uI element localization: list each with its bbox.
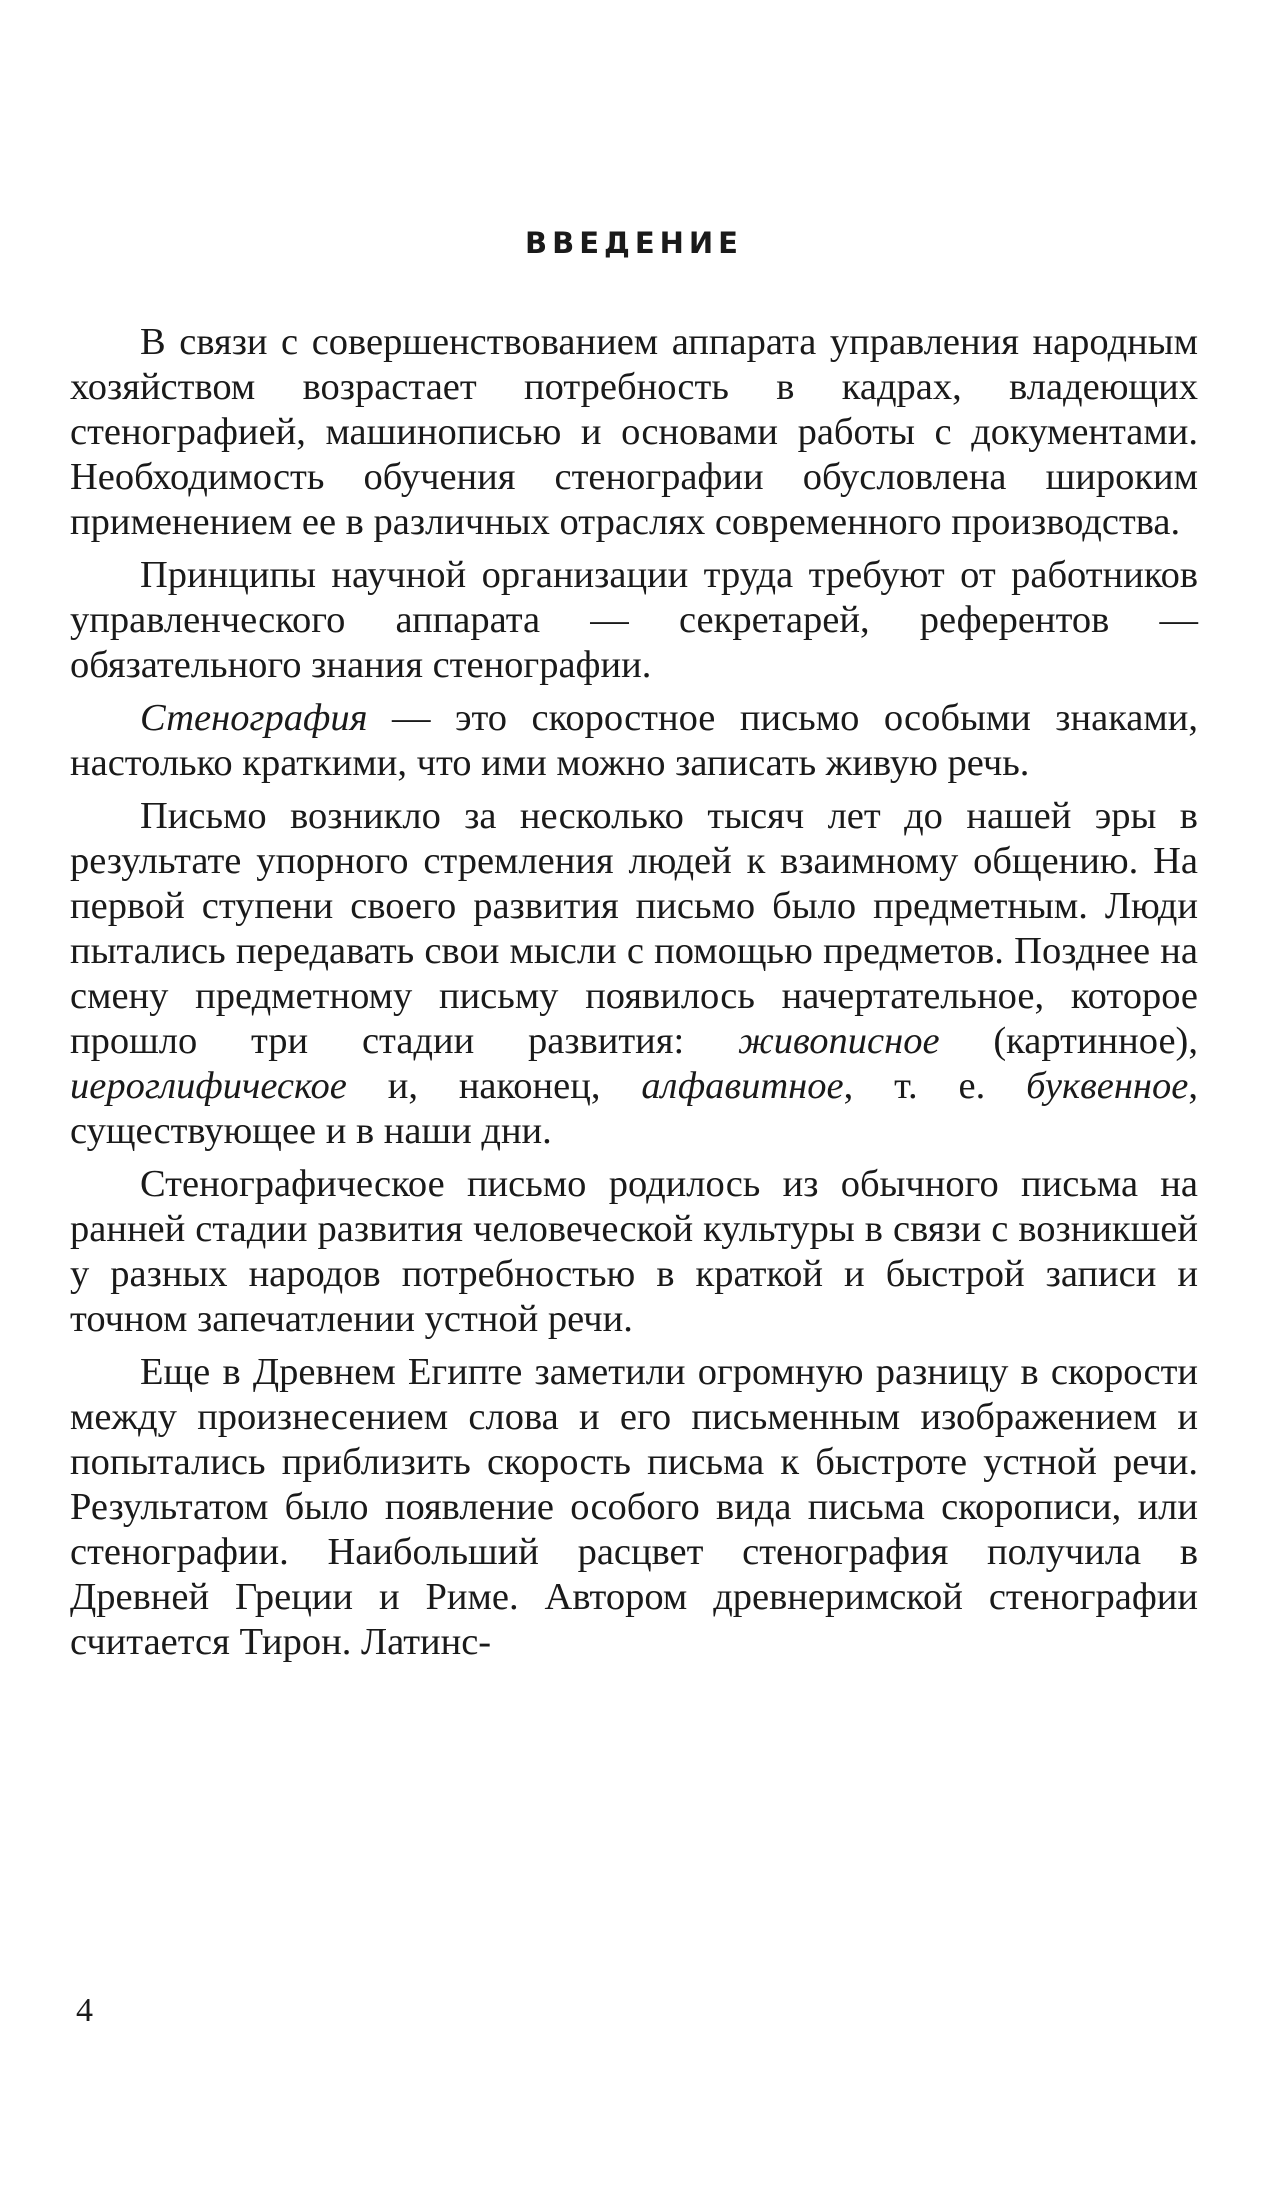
text-run: Стенографическое письмо родилось из обычного письма на ранней стадии развития человеческой культуры в связи с возникшей у разных народов потребностью в краткой и быстрой записи и точном запечатлении устной речи. (70, 1163, 1198, 1340)
text-run: , т. е. (843, 1065, 1027, 1107)
paragraph (70, 553, 1198, 688)
paragraph (70, 1162, 1198, 1342)
text-run: , существующее и в наши дни. (70, 1065, 1198, 1152)
italic-term: алфавитное (641, 1065, 844, 1107)
text-run: — это скоростное письмо особыми знаками, настолько краткими, что ими можно записать живую речь. (70, 697, 1198, 784)
text-run: и, наконец, (346, 1065, 642, 1107)
paragraph (70, 794, 1198, 1154)
text-run: Принципы научной организации труда требуют от работников управленческого аппарата — секретарей, референтов — обязательного знания стенографии. (70, 554, 1198, 686)
italic-term: Стенография (140, 697, 368, 739)
chapter-heading: ВВЕДЕНИЕ (524, 226, 743, 260)
text-run: (картинное), (939, 1020, 1198, 1062)
body-text (70, 320, 1198, 1673)
italic-term: буквенное (1026, 1065, 1189, 1107)
italic-term: иероглифическое (70, 1065, 347, 1107)
book-page (70, 0, 1198, 2209)
text-run: Еще в Древнем Египте заметили огромную разницу в скорости между произнесением слова и его письменным изображением и попытались приблизить скорость письма к быстроте устной речи. Результатом было появление особого вида письма скорописи, или стенографии. Наибольший расцвет стенография получила в Древней Греции и Риме. Автором древнеримской стенографии считается Тирон. Латинс- (70, 1351, 1198, 1663)
paragraph (70, 1350, 1198, 1665)
italic-term: живописное (737, 1020, 940, 1062)
paragraph (70, 320, 1198, 545)
text-run: Письмо возникло за несколько тысяч лет до нашей эры в результате упорного стремления людей к взаимному общению. На первой ступени своего развития письмо было предметным. Люди пытались передавать свои мысли с помощью предметов. Позднее на смену предметному письму появилось начертательное, которое прошло три стадии развития: (70, 795, 1198, 1062)
text-run: В связи с совершенствованием аппарата управления народным хозяйством возрастает потребность в кадрах, владеющих стенографией, машинописью и основами работы с документами. Необходимость обучения стенографии обусловлена широким применением ее в различных отраслях современного производства. (70, 321, 1198, 543)
page-number: 4 (76, 1992, 93, 2029)
paragraph (70, 696, 1198, 786)
